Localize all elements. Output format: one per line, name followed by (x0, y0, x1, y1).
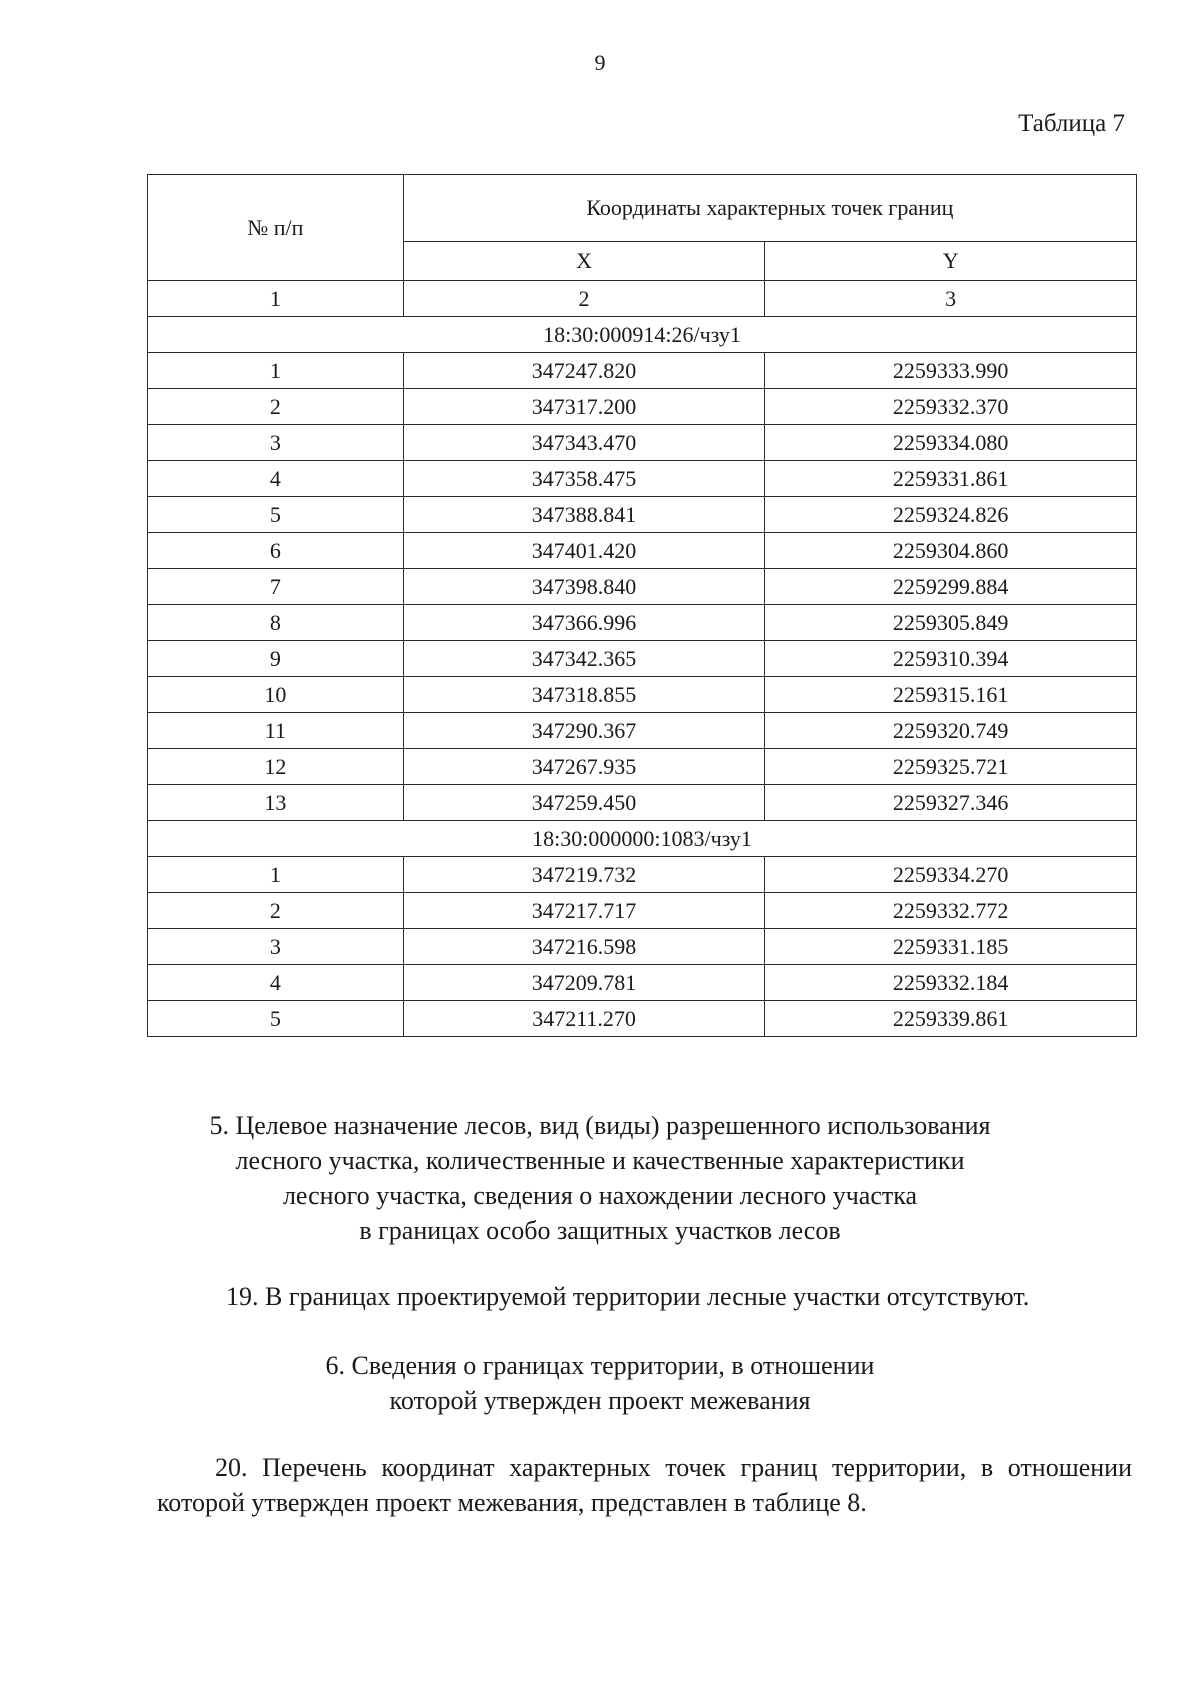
x-coordinate-cell: 347259.450 (403, 785, 765, 821)
x-coordinate-cell: 347290.367 (403, 713, 765, 749)
table-row (148, 1001, 1137, 1037)
point-number-cell: 3 (148, 425, 404, 461)
column-index-cell: 3 (765, 281, 1137, 317)
x-coordinate-cell: 347398.840 (403, 569, 765, 605)
y-coordinate-cell: 2259310.394 (765, 641, 1137, 677)
group-row (148, 821, 1137, 857)
point-number-cell: 1 (148, 353, 404, 389)
x-coordinate-cell: 347342.365 (403, 641, 765, 677)
point-number-cell: 11 (148, 713, 404, 749)
section-6-heading (0, 1348, 1200, 1418)
y-coordinate-cell: 2259305.849 (765, 605, 1137, 641)
table-row (148, 677, 1137, 713)
table-row (148, 857, 1137, 893)
x-coordinate-cell: 347388.841 (403, 497, 765, 533)
point-number-cell: 2 (148, 893, 404, 929)
x-coordinate-cell: 347358.475 (403, 461, 765, 497)
group-title: 18:30:000914:26/чзу1 (148, 317, 1137, 353)
x-coordinate-cell: 347219.732 (403, 857, 765, 893)
table-row (148, 353, 1137, 389)
y-coordinate-cell: 2259327.346 (765, 785, 1137, 821)
table-row (148, 425, 1137, 461)
section-6-line: 6. Сведения о границах территории, в отношении (325, 1351, 875, 1380)
y-coordinate-cell: 2259325.721 (765, 749, 1137, 785)
table-row (148, 389, 1137, 425)
table-row (148, 641, 1137, 677)
x-coordinate-cell: 347401.420 (403, 533, 765, 569)
header-x: X (403, 242, 765, 281)
column-index-cell: 1 (148, 281, 404, 317)
table-caption: Таблица 7 (1018, 110, 1125, 137)
y-coordinate-cell: 2259299.884 (765, 569, 1137, 605)
section-6-line: которой утвержден проект межевания (389, 1386, 811, 1415)
section-5-line: лесного участка, количественные и качественные характеристики (235, 1146, 965, 1175)
table-header (148, 175, 1137, 317)
point-number-cell: 5 (148, 497, 404, 533)
point-number-cell: 13 (148, 785, 404, 821)
column-index-cell: 2 (403, 281, 765, 317)
point-number-cell: 4 (148, 461, 404, 497)
paragraph-19: 19. В границах проектируемой территории лесные участки отсутствуют. (226, 1282, 1030, 1311)
x-coordinate-cell: 347343.470 (403, 425, 765, 461)
point-number-cell: 12 (148, 749, 404, 785)
x-coordinate-cell: 347366.996 (403, 605, 765, 641)
point-number-cell: 4 (148, 965, 404, 1001)
table-row (148, 749, 1137, 785)
y-coordinate-cell: 2259331.861 (765, 461, 1137, 497)
table-row (148, 461, 1137, 497)
x-coordinate-cell: 347267.935 (403, 749, 765, 785)
table-row (148, 929, 1137, 965)
group-title: 18:30:000000:1083/чзу1 (148, 821, 1137, 857)
x-coordinate-cell: 347211.270 (403, 1001, 765, 1037)
y-coordinate-cell: 2259333.990 (765, 353, 1137, 389)
x-coordinate-cell: 347209.781 (403, 965, 765, 1001)
point-number-cell: 10 (148, 677, 404, 713)
point-number-cell: 8 (148, 605, 404, 641)
table-row (148, 497, 1137, 533)
group-row (148, 317, 1137, 353)
y-coordinate-cell: 2259332.370 (765, 389, 1137, 425)
y-coordinate-cell: 2259334.270 (765, 857, 1137, 893)
header-number: № п/п (148, 175, 404, 281)
x-coordinate-cell: 347317.200 (403, 389, 765, 425)
header-y: Y (765, 242, 1137, 281)
header-coordinates: Координаты характерных точек границ (403, 175, 1136, 242)
y-coordinate-cell: 2259332.772 (765, 893, 1137, 929)
x-coordinate-cell: 347318.855 (403, 677, 765, 713)
paragraph-20: 20. Перечень координат характерных точек границ территории, в отношении которой утвержден проект межевания, представлен в таблице 8. (157, 1453, 1132, 1517)
coordinates-table (147, 174, 1137, 1037)
table-row (148, 533, 1137, 569)
table-row (148, 713, 1137, 749)
point-number-cell: 7 (148, 569, 404, 605)
section-5-heading (0, 1108, 1200, 1248)
table-row (148, 605, 1137, 641)
x-coordinate-cell: 347247.820 (403, 353, 765, 389)
column-index-row (148, 281, 1137, 317)
section-5-line: 5. Целевое назначение лесов, вид (виды) разрешенного использования (209, 1111, 991, 1140)
point-number-cell: 6 (148, 533, 404, 569)
point-number-cell: 5 (148, 1001, 404, 1037)
y-coordinate-cell: 2259331.185 (765, 929, 1137, 965)
page-number: 9 (594, 50, 606, 75)
table-row (148, 569, 1137, 605)
y-coordinate-cell: 2259324.826 (765, 497, 1137, 533)
y-coordinate-cell: 2259304.860 (765, 533, 1137, 569)
y-coordinate-cell: 2259332.184 (765, 965, 1137, 1001)
point-number-cell: 9 (148, 641, 404, 677)
table-body (148, 317, 1137, 1037)
table-row (148, 965, 1137, 1001)
y-coordinate-cell: 2259320.749 (765, 713, 1137, 749)
point-number-cell: 1 (148, 857, 404, 893)
section-5-line: лесного участка, сведения о нахождении лесного участка (282, 1181, 918, 1210)
section-5-line: в границах особо защитных участков лесов (359, 1216, 841, 1245)
y-coordinate-cell: 2259334.080 (765, 425, 1137, 461)
point-number-cell: 3 (148, 929, 404, 965)
x-coordinate-cell: 347217.717 (403, 893, 765, 929)
point-number-cell: 2 (148, 389, 404, 425)
table-row (148, 893, 1137, 929)
x-coordinate-cell: 347216.598 (403, 929, 765, 965)
table-row (148, 785, 1137, 821)
y-coordinate-cell: 2259339.861 (765, 1001, 1137, 1037)
y-coordinate-cell: 2259315.161 (765, 677, 1137, 713)
